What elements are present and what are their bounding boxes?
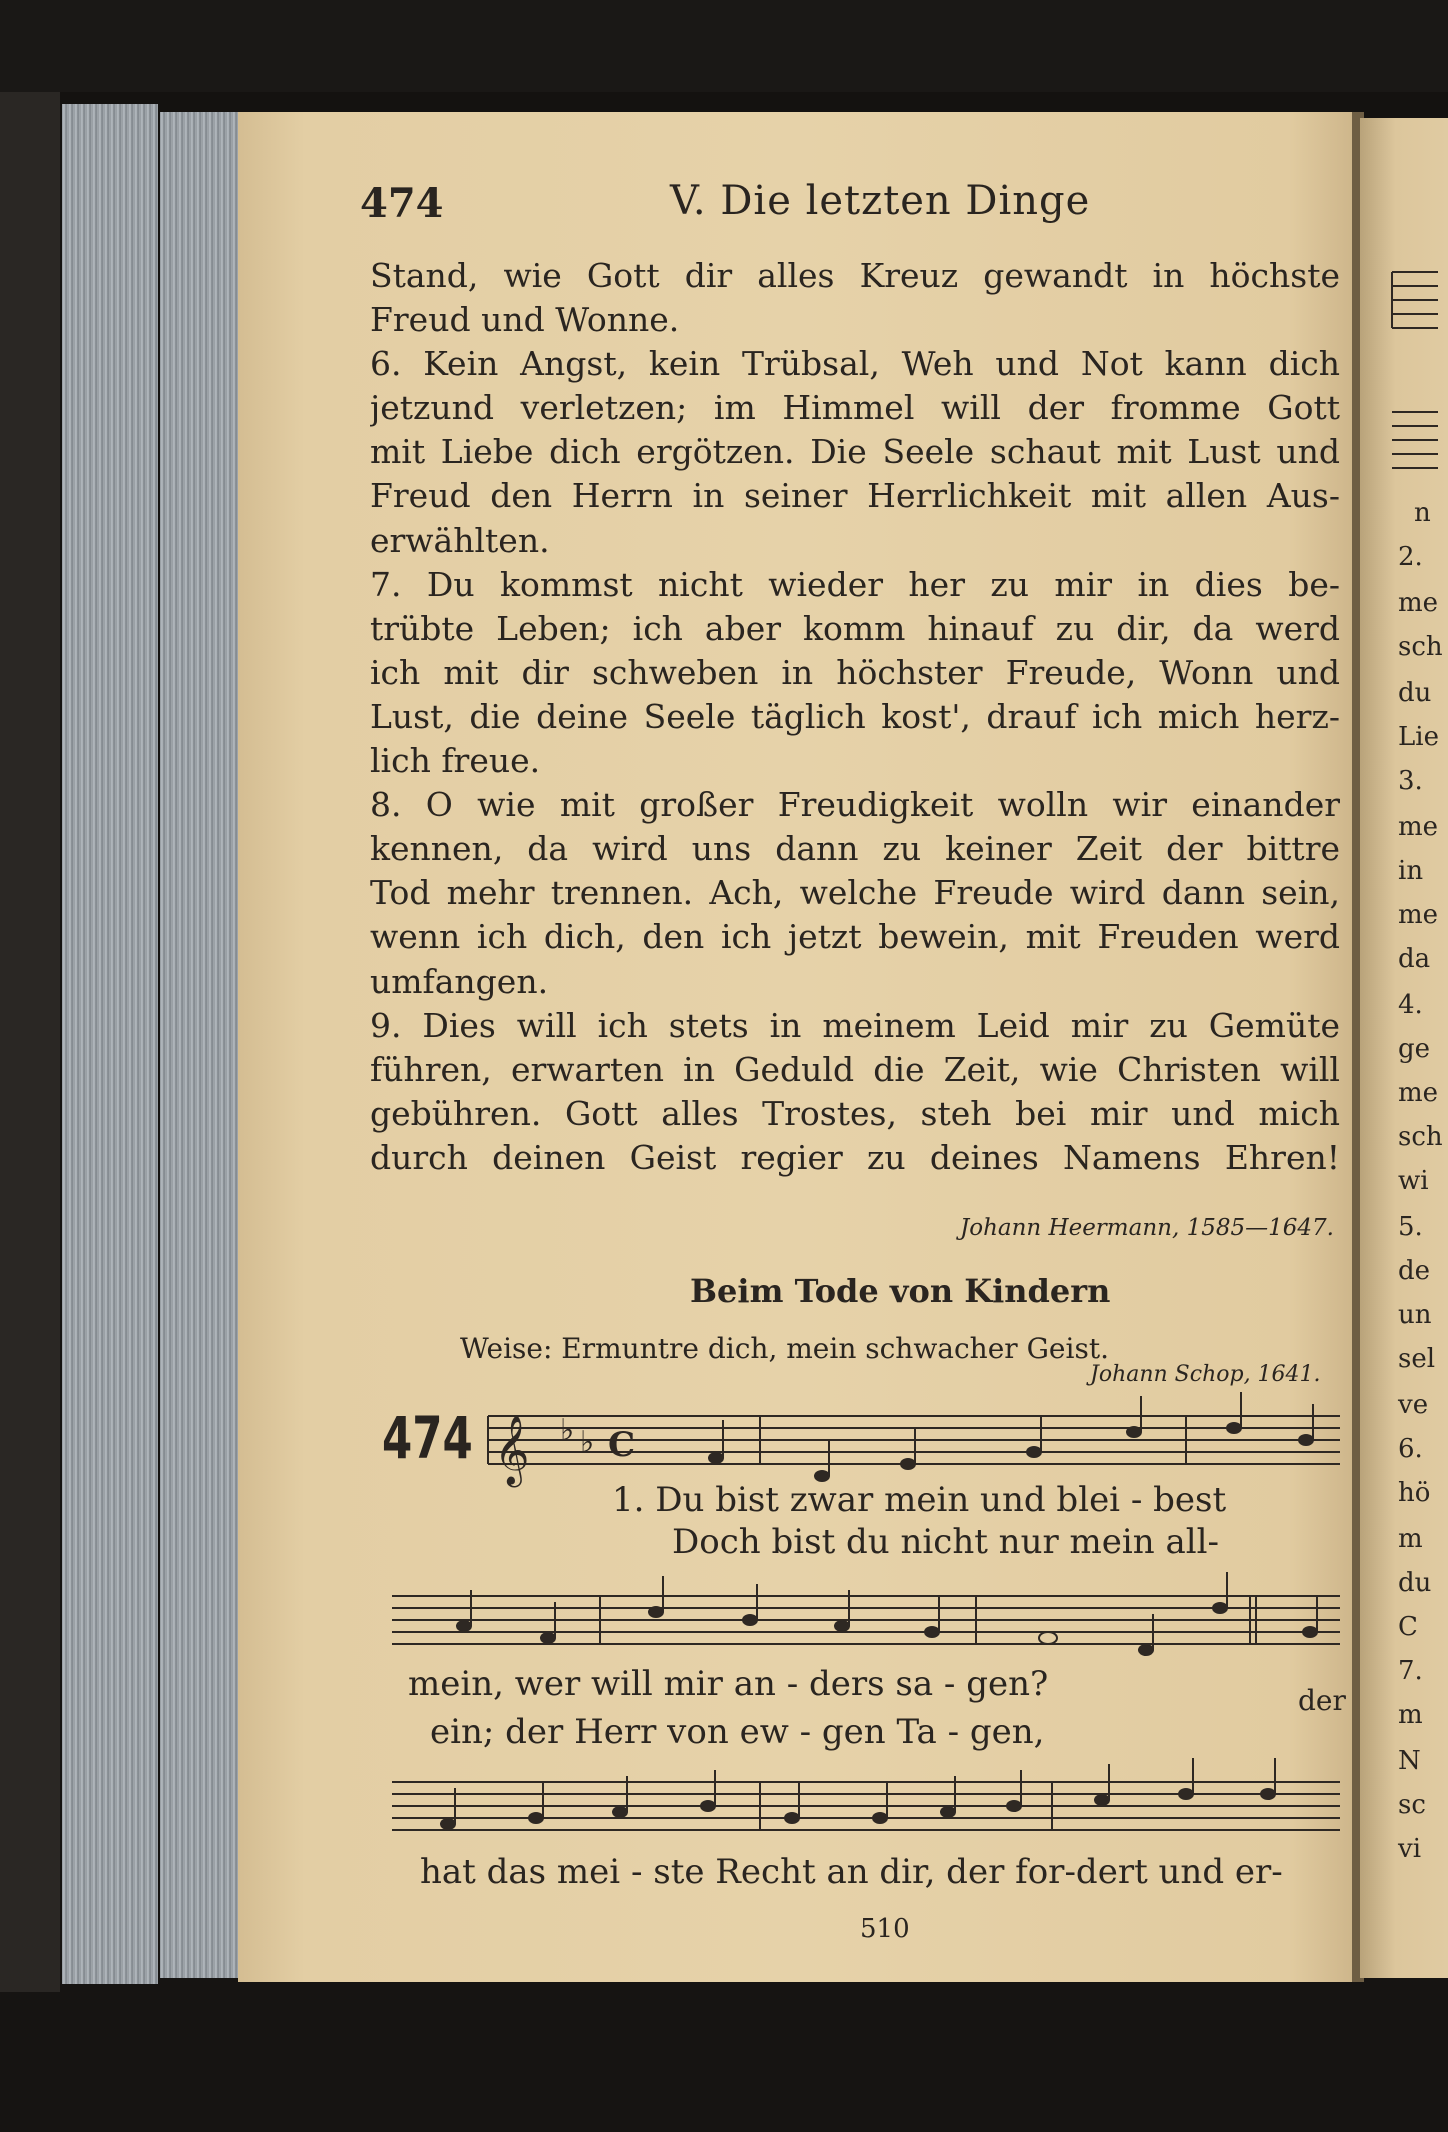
- composer-credit: Johann Schop, 1641.: [1090, 1362, 1321, 1387]
- lyric-line: hat das mei - ste Recht an dir, der for-dert und er-: [420, 1852, 1283, 1892]
- margin-fragment: N: [1398, 1746, 1421, 1776]
- text-line: Stand, wie Gott dir alles Kreuz gewandt in höchste: [370, 256, 1340, 295]
- text-line: mit Liebe dich ergötzen. Die Seele schaut mit Lust und: [370, 432, 1340, 472]
- text-line: gebühren. Gott alles Trostes, steh bei mir und mich: [370, 1093, 1340, 1133]
- lyric-line: Doch bist du nicht nur mein all-: [672, 1522, 1219, 1562]
- margin-fragment: sch: [1398, 632, 1443, 662]
- text-line: Freud und Wonne.: [370, 300, 680, 340]
- page-number: 474: [360, 180, 444, 227]
- margin-fragment: sch: [1398, 1122, 1443, 1152]
- margin-fragment: du: [1398, 678, 1432, 708]
- lyric-line: 1. Du bist zwar mein und blei - best: [612, 1480, 1227, 1520]
- melody-note: Weise: Ermuntre dich, mein schwacher Geist.: [460, 1332, 1109, 1365]
- text-line: Freud den Herrn in seiner Herrlichkeit mit allen Aus-: [370, 476, 1340, 516]
- margin-fragment: ve: [1398, 1390, 1429, 1420]
- lyric-line: ein; der Herr von ew - gen Ta - gen,: [430, 1712, 1045, 1752]
- text-line: 7. Du kommst nicht wieder her zu mir in dies be-: [370, 564, 1340, 604]
- text-line: ich mit dir schweben in höchster Freude, Wonn und: [370, 652, 1340, 692]
- margin-fragment: wi: [1398, 1166, 1429, 1196]
- svg-text:C: C: [608, 1425, 636, 1465]
- margin-fragment: 2.: [1398, 542, 1423, 572]
- svg-text:♭: ♭: [560, 1413, 575, 1448]
- margin-fragment: m: [1398, 1700, 1423, 1730]
- margin-fragment: hö: [1398, 1478, 1431, 1508]
- svg-text:𝄞: 𝄞: [494, 1415, 530, 1485]
- margin-fragment: m: [1398, 1524, 1423, 1554]
- margin-fragment: me: [1398, 588, 1439, 618]
- text-line: lich freue.: [370, 741, 541, 781]
- text-line: Lust, die deine Seele täglich kost', drauf ich mich herz-: [370, 696, 1340, 736]
- margin-fragment: 7.: [1398, 1656, 1423, 1686]
- margin-fragment: sel: [1398, 1344, 1436, 1374]
- text-line: kennen, da wird uns dann zu keiner Zeit der bittre: [370, 829, 1340, 869]
- margin-fragment: da: [1398, 944, 1431, 974]
- text-line: umfangen.: [370, 961, 549, 1001]
- song-title: Beim Tode von Kindern: [690, 1272, 1111, 1310]
- margin-fragment: me: [1398, 900, 1439, 930]
- margin-fragment: 4.: [1398, 990, 1423, 1020]
- svg-text:♭: ♭: [580, 1425, 595, 1460]
- chapter-title: V. Die letzten Dinge: [670, 178, 1091, 224]
- margin-fragment: ge: [1398, 1034, 1431, 1064]
- margin-fragment: 6.: [1398, 1434, 1423, 1464]
- margin-fragment: vi: [1398, 1834, 1422, 1864]
- margin-fragment: in: [1398, 856, 1424, 886]
- margin-fragment: 3.: [1398, 766, 1423, 796]
- text-line: 6. Kein Angst, kein Trübsal, Weh und Not kann dich: [370, 344, 1340, 384]
- hymn-number: 474: [382, 1404, 473, 1472]
- margin-fragment: me: [1398, 812, 1439, 842]
- lyric-line: der: [1298, 1684, 1346, 1717]
- margin-fragment: 5.: [1398, 1212, 1423, 1242]
- margin-fragment: un: [1398, 1300, 1432, 1330]
- margin-fragment: n: [1414, 498, 1431, 528]
- margin-fragment: C: [1398, 1612, 1418, 1642]
- text-line: erwählten.: [370, 520, 550, 560]
- margin-fragment: sc: [1398, 1790, 1426, 1820]
- page-signature: 510: [860, 1914, 910, 1944]
- margin-fragment: Lie: [1398, 722, 1439, 752]
- margin-fragment: me: [1398, 1078, 1439, 1108]
- text-line: jetzund verletzen; im Himmel will der fromme Gott: [370, 388, 1340, 428]
- text-line: wenn ich dich, den ich jetzt bewein, mit Freuden werd: [370, 917, 1340, 957]
- text-line: trübte Leben; ich aber komm hinauf zu dir, da werd: [370, 608, 1340, 648]
- text-line: 9. Dies will ich stets in meinem Leid mir zu Gemüte: [370, 1005, 1340, 1045]
- lyric-line: mein, wer will mir an - ders sa - gen?: [408, 1664, 1049, 1704]
- text-line: durch deinen Geist regier zu deines Namens Ehren!: [370, 1137, 1340, 1177]
- margin-fragment: du: [1398, 1568, 1432, 1598]
- text-line: 8. O wie mit großer Freudigkeit wolln wir einander: [370, 785, 1340, 825]
- margin-fragment: de: [1398, 1256, 1431, 1286]
- text-line: Tod mehr trennen. Ach, welche Freude wird dann sein,: [370, 873, 1340, 913]
- author-credit: Johann Heermann, 1585—1647.: [960, 1215, 1334, 1241]
- text-line: führen, erwarten in Geduld die Zeit, wie Christen will: [370, 1049, 1340, 1089]
